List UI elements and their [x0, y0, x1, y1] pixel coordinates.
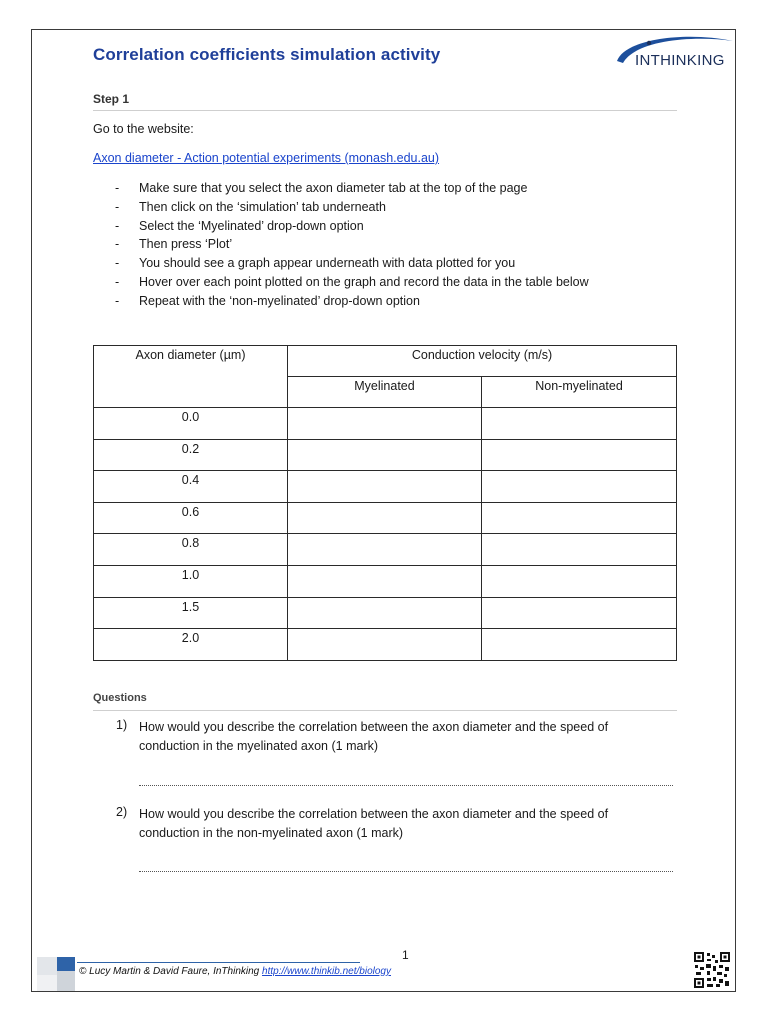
instruction-item: - Repeat with the ‘non-myelinated’ drop-down option — [115, 293, 420, 308]
logo-text: INTHINKING — [635, 52, 725, 69]
diameter-cell: 0.8 — [94, 534, 288, 566]
footer-squares-decoration — [37, 957, 77, 993]
diameter-cell: 0.2 — [94, 439, 288, 471]
non-myelinated-cell[interactable] — [482, 565, 677, 597]
table-row — [94, 408, 677, 440]
instruction-item: - Then press ‘Plot’ — [115, 237, 233, 252]
footer-url-link[interactable]: http://www.thinkib.net/biology — [262, 966, 391, 977]
table-row — [94, 534, 677, 566]
diameter-cell: 2.0 — [94, 629, 288, 661]
instruction-item: - Select the ‘Myelinated’ drop-down option — [115, 218, 364, 233]
diameter-cell: 0.4 — [94, 471, 288, 503]
non-myelinated-cell[interactable] — [482, 534, 677, 566]
myelinated-cell[interactable] — [288, 408, 482, 440]
non-myelinated-cell[interactable] — [482, 502, 677, 534]
non-myelinated-cell[interactable] — [482, 629, 677, 661]
header-conduction-velocity: Conduction velocity (m/s) — [288, 346, 677, 377]
data-table — [93, 345, 677, 661]
footer-rule — [77, 962, 360, 963]
footer-copyright — [79, 966, 391, 977]
diameter-cell: 1.0 — [94, 565, 288, 597]
header-axon-diameter: Axon diameter (µm) — [94, 346, 288, 408]
myelinated-cell[interactable] — [288, 629, 482, 661]
step-intro: Go to the website: — [93, 122, 194, 136]
table-row — [94, 439, 677, 471]
answer-line[interactable] — [139, 871, 673, 872]
table-row — [94, 597, 677, 629]
page-title: Correlation coefficients simulation activity — [93, 45, 441, 64]
question-number: 1) — [116, 718, 128, 732]
answer-line[interactable] — [139, 785, 673, 786]
non-myelinated-cell[interactable] — [482, 439, 677, 471]
questions-label: Questions — [93, 692, 147, 704]
instruction-item: - Make sure that you select the axon diameter tab at the top of the page — [115, 181, 528, 195]
header-myelinated: Myelinated — [288, 377, 482, 408]
axon-diameter-link[interactable]: Axon diameter - Action potential experiments (monash.edu.au) — [93, 151, 440, 165]
step-label: Step 1 — [93, 92, 130, 106]
header-non-myelinated: Non-myelinated — [482, 377, 677, 408]
myelinated-cell[interactable] — [288, 471, 482, 503]
non-myelinated-cell[interactable] — [482, 471, 677, 503]
myelinated-cell[interactable] — [288, 565, 482, 597]
instruction-item: - Then click on the ‘simulation’ tab underneath — [115, 199, 386, 214]
table-row — [94, 565, 677, 597]
diameter-cell: 0.6 — [94, 502, 288, 534]
instruction-item: - You should see a graph appear underneath with data plotted for you — [115, 256, 516, 271]
non-myelinated-cell[interactable] — [482, 408, 677, 440]
step-divider — [93, 110, 677, 111]
question-number: 2) — [116, 805, 128, 819]
diameter-cell: 1.5 — [94, 597, 288, 629]
myelinated-cell[interactable] — [288, 439, 482, 471]
qr-code-icon — [693, 951, 731, 989]
table-row — [94, 502, 677, 534]
myelinated-cell[interactable] — [288, 534, 482, 566]
question-text: How would you describe the correlation between the axon diameter and the speed of conduction in the myelinated axon (1 mark) — [139, 720, 609, 753]
table-row — [94, 629, 677, 661]
non-myelinated-cell[interactable] — [482, 597, 677, 629]
instruction-list — [115, 181, 589, 313]
page-number: 1 — [402, 948, 409, 962]
myelinated-cell[interactable] — [288, 502, 482, 534]
copyright-text: © Lucy Martin & David Faure, InThinking — [79, 966, 260, 977]
question-text: How would you describe the correlation between the axon diameter and the speed of conduction in the non-myelinated axon (1 mark) — [139, 807, 609, 840]
questions-divider — [93, 710, 677, 711]
diameter-cell: 0.0 — [94, 408, 288, 440]
table-row — [94, 471, 677, 503]
myelinated-cell[interactable] — [288, 597, 482, 629]
instruction-item: - Hover over each point plotted on the graph and record the data in the table below — [115, 274, 589, 289]
